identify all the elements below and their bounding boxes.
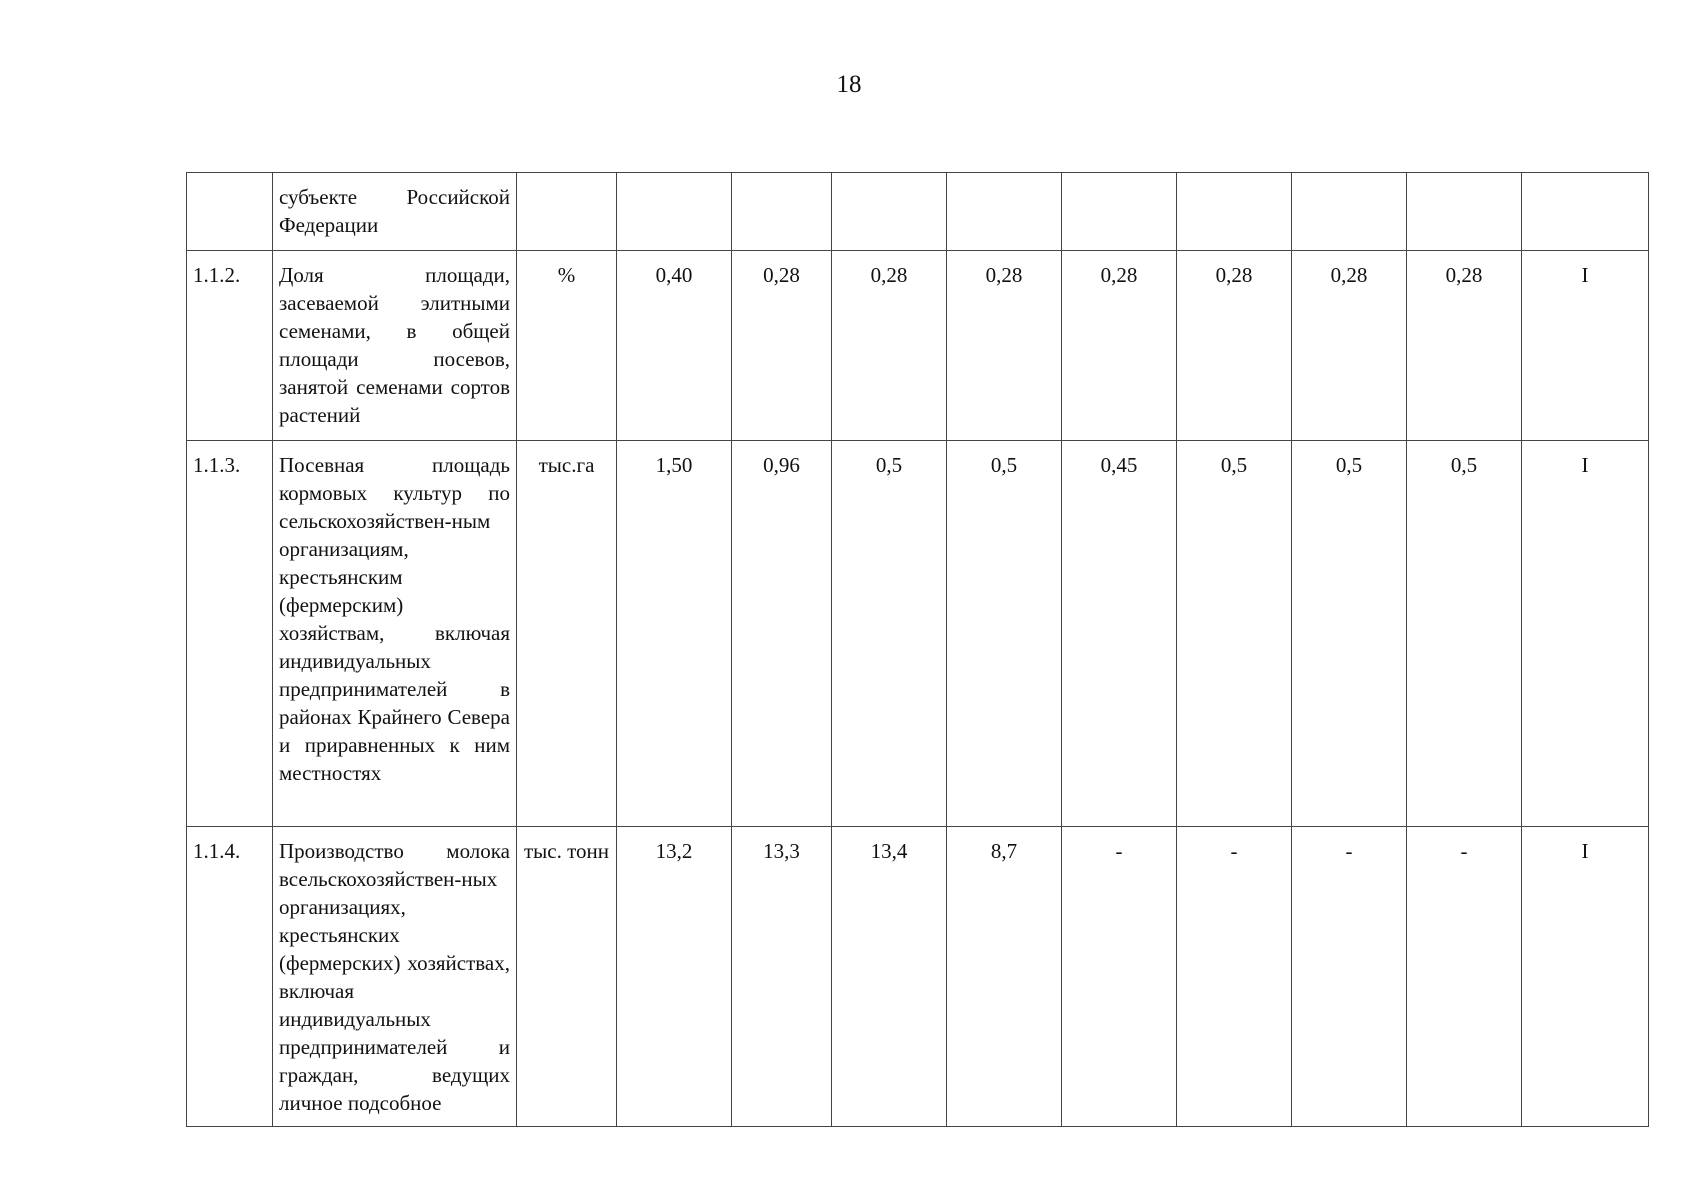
unit-cell: тыс.га [517, 441, 617, 827]
unit-cell [517, 173, 617, 251]
value-cell: 0,28 [1292, 251, 1407, 441]
value-cell [947, 173, 1062, 251]
value-cell: 13,2 [617, 827, 732, 1127]
value-cell: 0,45 [1062, 441, 1177, 827]
value-cell: 13,3 [732, 827, 832, 1127]
value-cell: 0,5 [832, 441, 947, 827]
source-cell [1522, 173, 1649, 251]
source-cell: I [1522, 827, 1649, 1127]
row-number: 1.1.3. [187, 441, 273, 827]
row-number: 1.1.4. [187, 827, 273, 1127]
value-cell: 1,50 [617, 441, 732, 827]
value-cell: 0,28 [1407, 251, 1522, 441]
table-row [187, 251, 1649, 441]
unit-cell: тыс. тонн [517, 827, 617, 1127]
value-cell: 0,28 [732, 251, 832, 441]
value-cell: 8,7 [947, 827, 1062, 1127]
indicator-name: Посевная площадь кормовых культур по сельскохозяйствен-ным организациям, крестьянским (фермерским) хозяйствам, включая индивидуальных предпринимателей в районах Крайнего Севера и приравненных к ним местностях [273, 441, 517, 827]
row-number: 1.1.2. [187, 251, 273, 441]
table-row [187, 173, 1649, 251]
page-number: 18 [836, 71, 862, 98]
value-cell [1177, 173, 1292, 251]
value-cell: 0,5 [1407, 441, 1522, 827]
value-cell: 0,5 [1177, 441, 1292, 827]
unit-cell: % [517, 251, 617, 441]
indicator-name: Доля площади, засеваемой элитными семенами, в общей площади посевов, занятой семенами сортов растений [273, 251, 517, 441]
value-cell: 0,5 [1292, 441, 1407, 827]
table-row [187, 827, 1649, 1127]
value-cell: - [1062, 827, 1177, 1127]
value-cell: - [1177, 827, 1292, 1127]
indicator-table [186, 172, 1649, 1127]
value-cell [617, 173, 732, 251]
value-cell: 0,28 [832, 251, 947, 441]
value-cell [1292, 173, 1407, 251]
row-number [187, 173, 273, 251]
value-cell [832, 173, 947, 251]
source-cell: I [1522, 251, 1649, 441]
value-cell: 0,96 [732, 441, 832, 827]
value-cell: 0,40 [617, 251, 732, 441]
value-cell: 0,28 [1062, 251, 1177, 441]
indicator-name: субъекте Российской Федерации [273, 173, 517, 251]
value-cell: - [1292, 827, 1407, 1127]
indicator-name: Производство молока всельскохозяйствен-ных организациях, крестьянских (фермерских) хозяйствах, включая индивидуальных предпринимателей и граждан, ведущих личное подсобное [273, 827, 517, 1127]
source-cell: I [1522, 441, 1649, 827]
value-cell [1062, 173, 1177, 251]
value-cell [732, 173, 832, 251]
value-cell: 0,28 [1177, 251, 1292, 441]
value-cell: - [1407, 827, 1522, 1127]
value-cell: 0,28 [947, 251, 1062, 441]
value-cell [1407, 173, 1522, 251]
value-cell: 0,5 [947, 441, 1062, 827]
table-row [187, 441, 1649, 827]
value-cell: 13,4 [832, 827, 947, 1127]
